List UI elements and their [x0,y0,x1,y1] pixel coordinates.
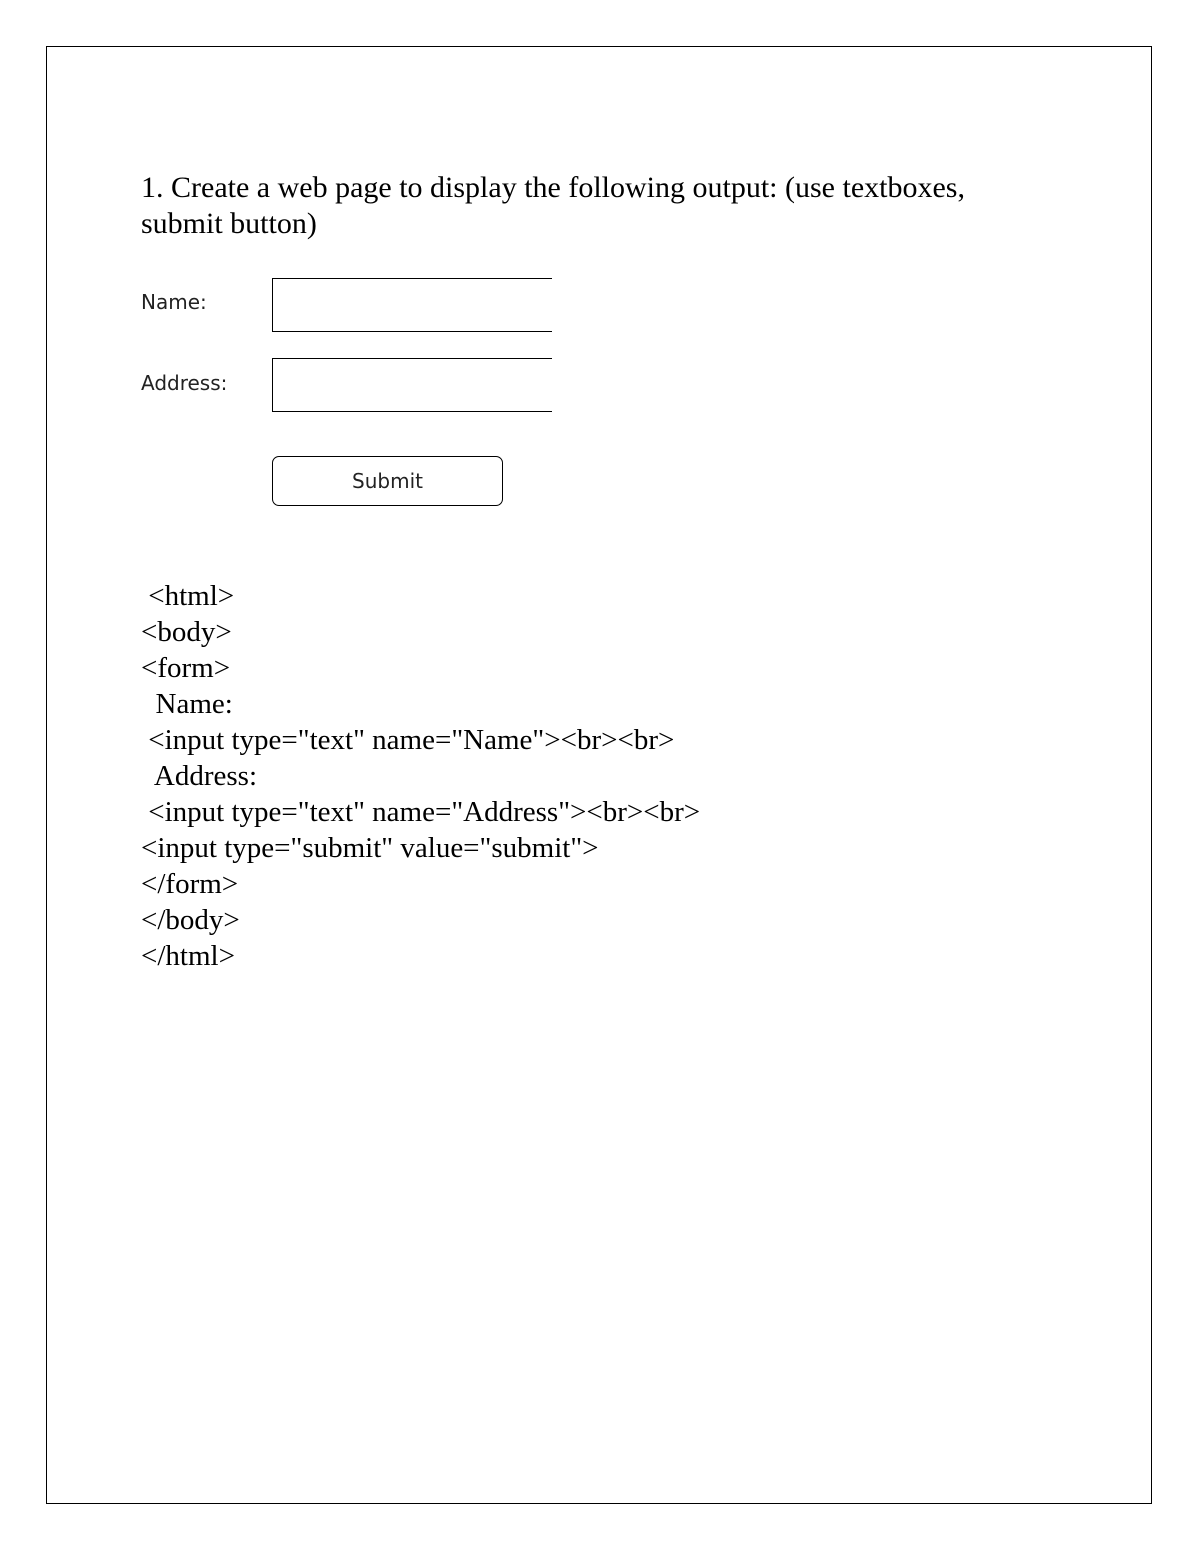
code-line: <body> [141,616,232,648]
name-label: Name: [141,290,207,314]
code-line: </form> [141,868,239,900]
code-listing [141,578,1041,974]
code-line: Name: [141,688,233,720]
code-line: Address: [141,760,257,792]
code-line: </body> [141,904,240,936]
question-text: 1. Create a web page to display the following output: (use textboxes, submit button) [141,171,965,240]
name-textbox[interactable] [272,278,552,332]
code-line: <form> [141,652,231,684]
submit-button[interactable]: Submit [272,456,503,506]
code-line: <input type="submit" value="submit"> [141,832,599,864]
code-line: <input type="text" name="Address"><br><br> [141,796,701,828]
address-textbox[interactable] [272,358,552,412]
code-line: <html> [141,580,235,612]
address-label: Address: [141,371,228,395]
code-line: <input type="text" name="Name"><br><br> [141,724,675,756]
code-line: </html> [141,940,235,972]
